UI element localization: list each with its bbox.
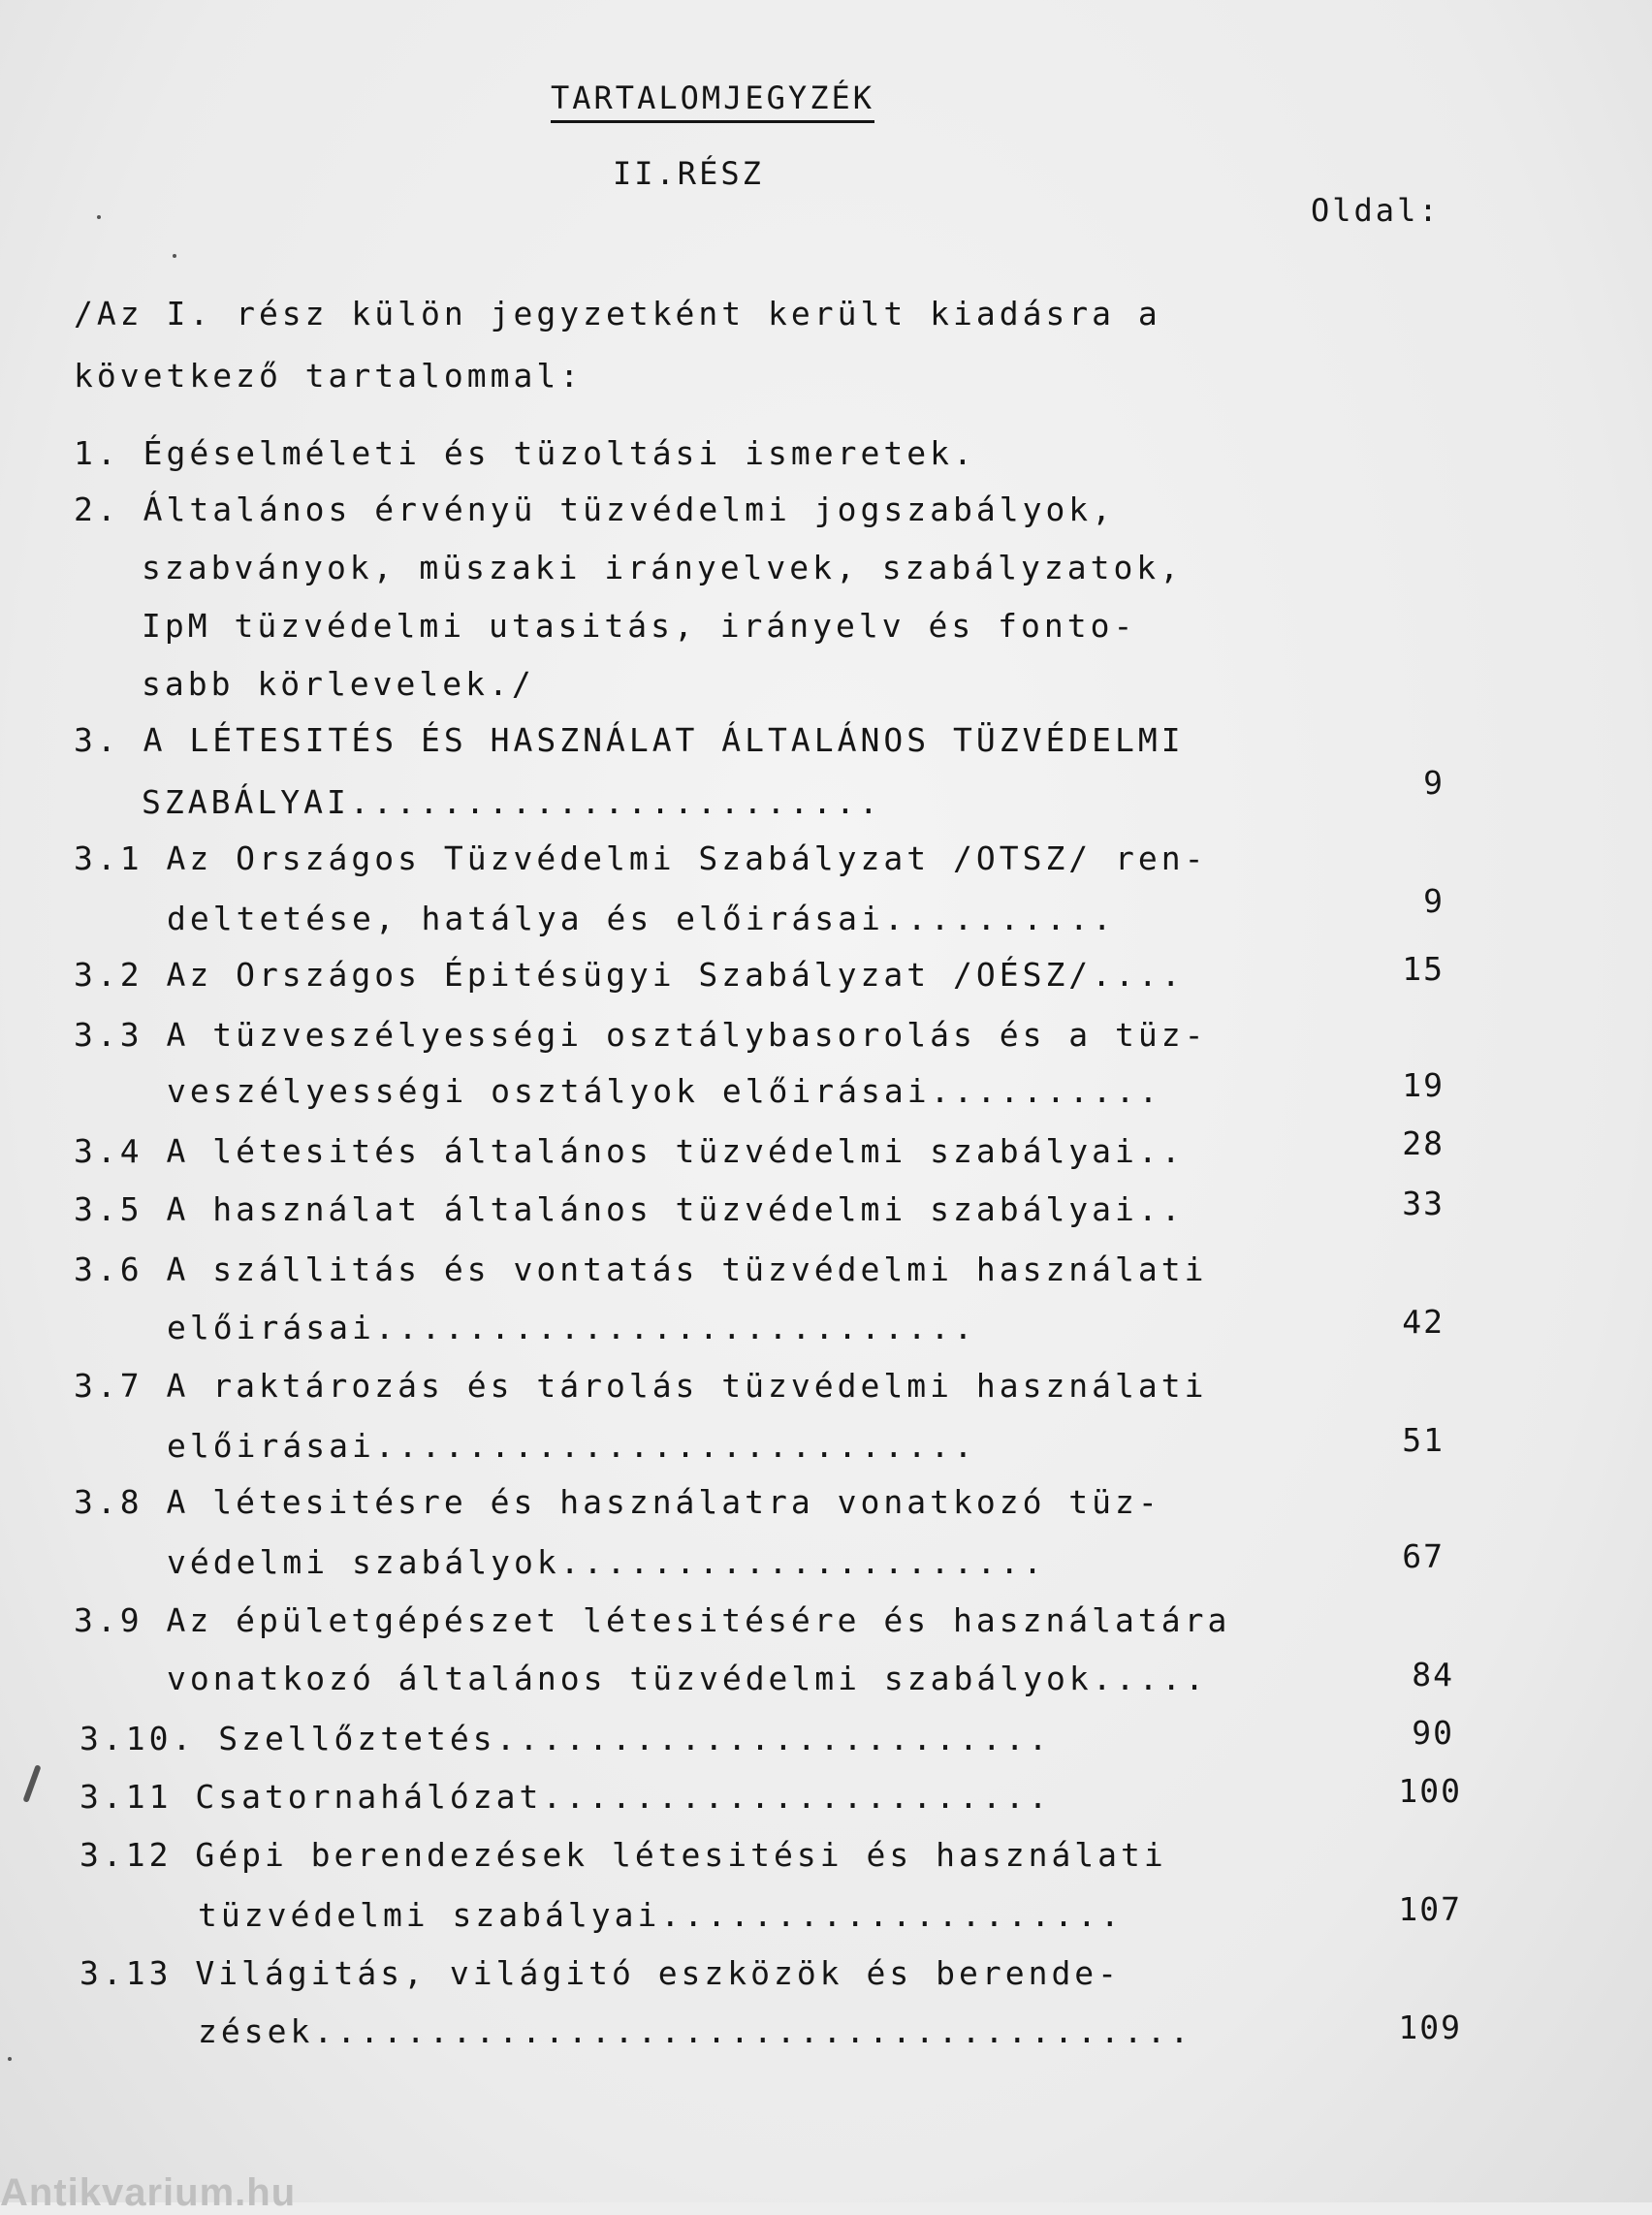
toc-entry-3-4: 3.4 A létesités általános tüzvédelmi szabályai.. <box>74 1132 1185 1170</box>
intro-item-2-cont: IpM tüzvédelmi utasitás, irányelv és fonto- <box>142 607 1137 645</box>
toc-entry-3-7-cont: előirásai.......................... <box>167 1427 977 1465</box>
toc-page-3-9: 84 <box>1412 1656 1454 1693</box>
speck <box>8 2057 12 2061</box>
toc-entry-3: 3. A LÉTESITÉS ÉS HASZNÁLAT ÁLTALÁNOS TÜZVÉDELMI <box>74 721 1185 759</box>
toc-entry-3-6: 3.6 A szállitás és vontatás tüzvédelmi használati <box>74 1250 1208 1288</box>
toc-entry-3-8-cont: védelmi szabályok..................... <box>167 1543 1046 1581</box>
toc-page-3-2: 15 <box>1402 950 1445 988</box>
page-column-header: Oldal: <box>1311 192 1441 229</box>
toc-entry-3-10: 3.10. Szellőztetés........................ <box>79 1720 1052 1757</box>
toc-entry-3-12-cont: tüzvédelmi szabályai.................... <box>198 1896 1124 1934</box>
intro-item-2-cont: sabb körlevelek./ <box>142 665 535 703</box>
toc-entry-3-9: 3.9 Az épületgépészet létesitésére és használatára <box>74 1601 1231 1639</box>
toc-page-3-5: 33 <box>1402 1185 1445 1222</box>
toc-entry-3-1-cont: deltetése, hatálya és előirásai.......... <box>167 900 1116 937</box>
toc-entry-3-7: 3.7 A raktározás és tárolás tüzvédelmi használati <box>74 1367 1208 1405</box>
toc-entry-3-cont: SZABÁLYAI....................... <box>142 783 882 821</box>
toc-page-3-3: 19 <box>1402 1066 1445 1104</box>
toc-entry-3-9-cont: vonatkozó általános tüzvédelmi szabályok..... <box>167 1660 1209 1697</box>
toc-entry-3-6-cont: előirásai.......................... <box>167 1309 977 1346</box>
toc-entry-3-2: 3.2 Az Országos Épitésügyi Szabályzat /OÉSZ/.... <box>74 956 1185 994</box>
toc-page-3: 9 <box>1423 764 1445 802</box>
intro-item-2-cont: szabványok, müszaki irányelvek, szabályzatok, <box>142 549 1184 586</box>
toc-entry-3-11: 3.11 Csatornahálózat...................... <box>79 1778 1052 1816</box>
speck <box>22 1764 41 1803</box>
toc-page-3-6: 42 <box>1402 1303 1445 1341</box>
speck <box>173 254 176 258</box>
toc-entry-3-8: 3.8 A létesitésre és használatra vonatkozó tüz- <box>74 1483 1161 1521</box>
toc-page-3-8: 67 <box>1402 1537 1445 1575</box>
toc-entry-3-3: 3.3 A tüzveszélyességi osztálybasorolás és a tüz- <box>74 1016 1208 1054</box>
toc-entry-3-13-cont: zések...................................... <box>198 2012 1193 2050</box>
speck <box>97 215 101 219</box>
intro-item-2: 2. Általános érvényü tüzvédelmi jogszabályok, <box>74 490 1116 528</box>
toc-page-3-12: 107 <box>1398 1890 1462 1928</box>
toc-page-3-10: 90 <box>1412 1714 1454 1752</box>
toc-page-3-1: 9 <box>1423 882 1445 920</box>
toc-entry-3-13: 3.13 Világitás, világitó eszközök és berende- <box>79 1954 1122 1992</box>
intro-line-2: következő tartalommal: <box>74 357 584 395</box>
toc-page-3-7: 51 <box>1402 1421 1445 1459</box>
toc-page-3-11: 100 <box>1398 1772 1462 1810</box>
toc-entry-3-5: 3.5 A használat általános tüzvédelmi szabályai.. <box>74 1190 1185 1228</box>
toc-title: TARTALOMJEGYZÉK <box>551 79 874 123</box>
intro-line-1: /Az I. rész külön jegyzetként került kiadásra a <box>74 295 1161 332</box>
toc-entry-3-3-cont: veszélyességi osztályok előirásai.......... <box>167 1072 1162 1110</box>
toc-page-3-13: 109 <box>1398 2009 1462 2046</box>
toc-page-3-4: 28 <box>1402 1124 1445 1162</box>
toc-entry-3-12: 3.12 Gépi berendezések létesitési és használati <box>79 1836 1167 1874</box>
part-title: II.RÉSZ <box>613 155 764 192</box>
intro-item-1: 1. Égéselméleti és tüzoltási ismeretek. <box>74 434 976 472</box>
watermark: Antikvarium.hu <box>0 2171 297 2214</box>
toc-entry-3-1: 3.1 Az Országos Tüzvédelmi Szabályzat /OTSZ/ ren- <box>74 839 1208 877</box>
